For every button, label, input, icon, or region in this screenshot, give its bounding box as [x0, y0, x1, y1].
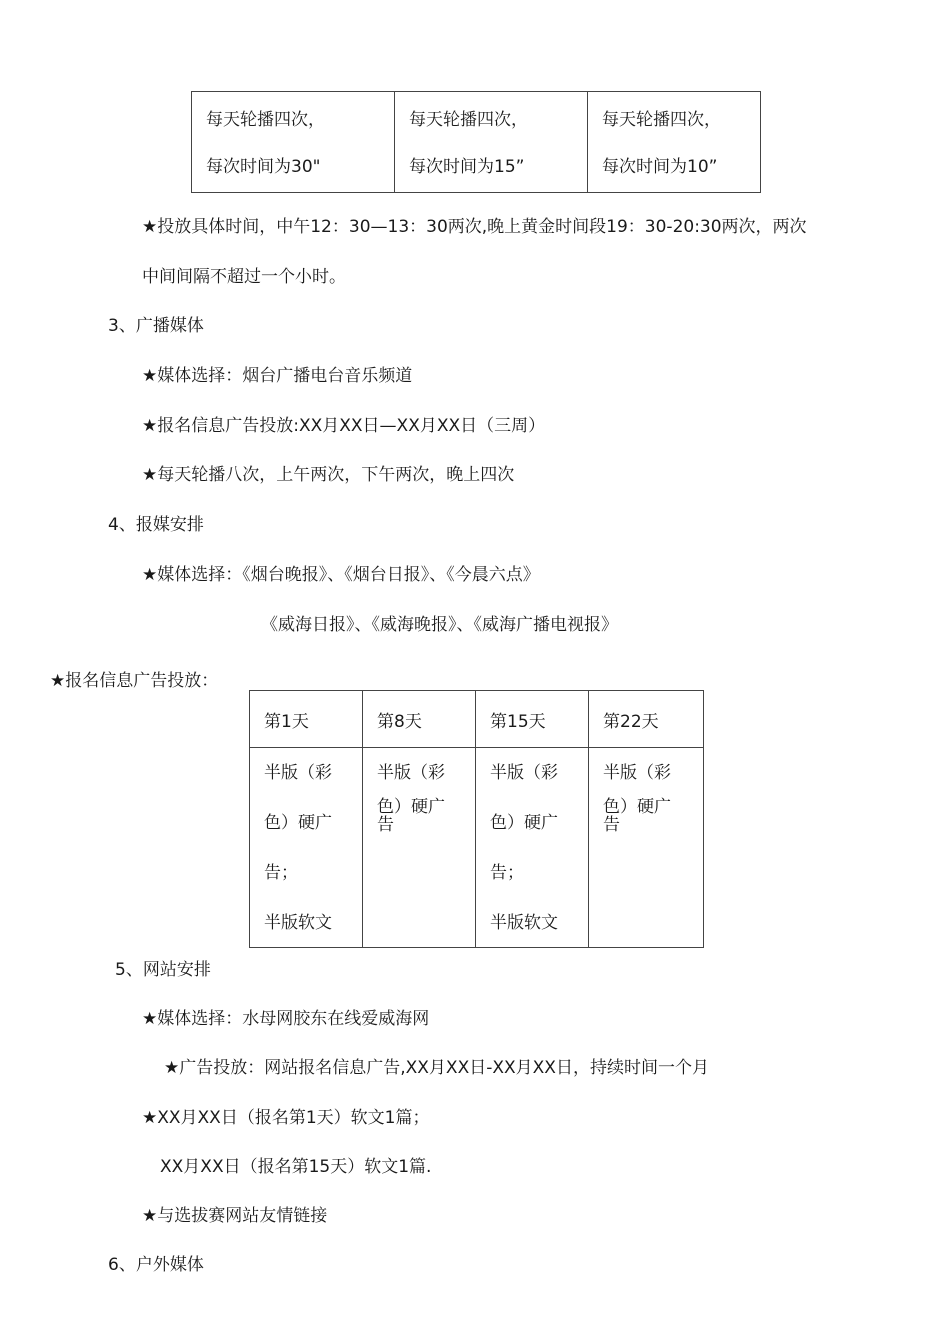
cell-line: 告	[377, 814, 394, 835]
radio-rotation: ★每天轮播八次，上午两次，下午两次，晚上四次	[142, 465, 515, 485]
newspaper-schedule-table	[249, 690, 704, 948]
section-heading-outdoor: 6、户外媒体	[108, 1255, 204, 1275]
table-header-cell	[476, 691, 589, 748]
header-day-1: 第1天	[264, 711, 309, 732]
table-header-cell	[589, 691, 704, 748]
table-cell	[363, 748, 476, 948]
cell-line: 色）硬广	[490, 813, 558, 833]
cell-line: 色）硬广	[603, 796, 671, 817]
cell-line: 每天轮播四次，	[602, 110, 721, 130]
cell-line: 每次时间为10”	[602, 157, 718, 177]
header-day-15: 第15天	[490, 711, 546, 732]
tv-time-note-line2: 中间间隔不超过一个小时。	[142, 267, 346, 287]
cell-line: 告	[603, 814, 620, 835]
table-cell	[395, 92, 588, 193]
website-placement: ★广告投放：网站报名信息广告,XX月XX日-XX月XX日，持续时间一个月	[164, 1058, 709, 1078]
section-heading-website: 5、网站安排	[115, 960, 211, 980]
table-cell	[589, 748, 704, 948]
table-cell	[588, 92, 761, 193]
table-cell	[192, 92, 395, 193]
newspaper-placement-label: ★报名信息广告投放：	[50, 671, 219, 691]
cell-line: 半版软文	[264, 913, 332, 933]
section-heading-newspaper: 4、报媒安排	[108, 515, 204, 535]
radio-schedule: ★报名信息广告投放:XX月XX日—XX月XX日（三周）	[142, 416, 546, 436]
tv-time-note-line1: ★投放具体时间，中午12：30—13：30两次,晚上黄金时间段19：30-20:30两次，两次	[142, 217, 807, 237]
website-media-choice: ★媒体选择：水母网胶东在线爱威海网	[142, 1009, 430, 1029]
table-cell	[476, 748, 589, 948]
cell-line: 半版（彩	[377, 763, 445, 783]
header-day-22: 第22天	[603, 711, 659, 732]
table-cell	[250, 748, 363, 948]
cell-line: 色）硬广	[377, 796, 445, 817]
newspaper-media-line2: 《威海日报》、《威海晚报》、《威海广播电视报》	[261, 615, 618, 635]
cell-line: 半版软文	[490, 913, 558, 933]
cell-line: 每次时间为15”	[409, 157, 525, 177]
cell-line: 色）硬广	[264, 813, 332, 833]
section-heading-radio: 3、广播媒体	[108, 316, 204, 336]
cell-line: 每次时间为30"	[206, 157, 321, 177]
table-header-cell	[363, 691, 476, 748]
header-day-8: 第8天	[377, 711, 422, 732]
website-links: ★与选拔赛网站友情链接	[142, 1206, 328, 1226]
cell-line: 半版（彩	[603, 763, 671, 783]
cell-line: 每天轮播四次，	[409, 110, 528, 130]
cell-line: 半版（彩	[490, 763, 558, 783]
website-article-2: XX月XX日（报名第15天）软文1篇.	[160, 1157, 432, 1177]
website-article-1: ★XX月XX日（报名第1天）软文1篇；	[142, 1108, 430, 1128]
cell-line: 半版（彩	[264, 763, 332, 783]
newspaper-media-line1: ★媒体选择：《烟台晚报》、《烟台日报》、《今晨六点》	[142, 565, 540, 585]
radio-media-choice: ★媒体选择：烟台广播电台音乐频道	[142, 366, 413, 386]
table-header-cell	[250, 691, 363, 748]
cell-line: 每天轮播四次，	[206, 110, 325, 130]
broadcast-frequency-table	[191, 91, 761, 193]
cell-line: 告；	[490, 863, 524, 883]
cell-line: 告；	[264, 863, 298, 883]
